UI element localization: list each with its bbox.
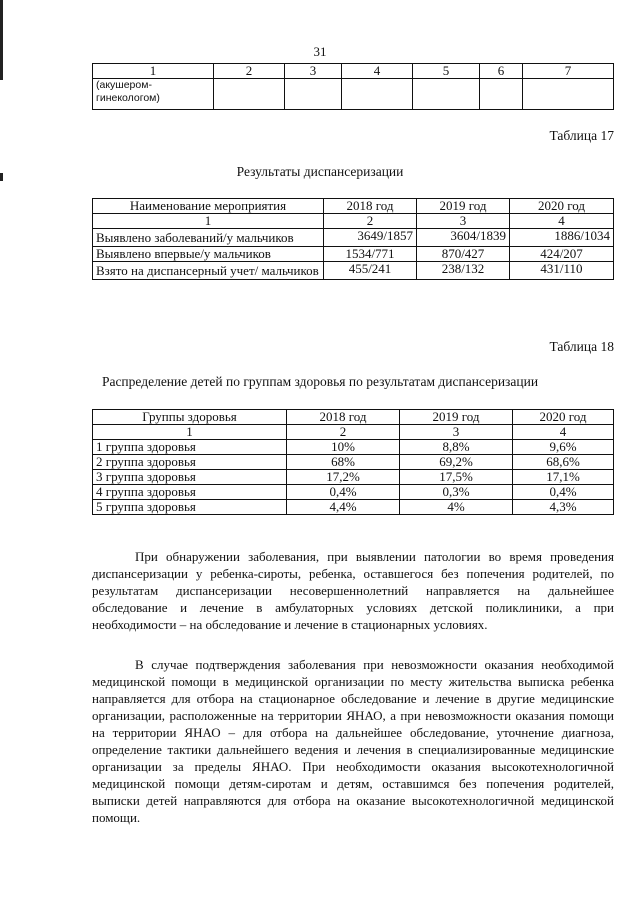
table-header-cell: 2019 год [400, 410, 513, 425]
table-cell: 68,6% [513, 455, 614, 470]
table-cell [523, 79, 614, 110]
table-cell: 4 [510, 214, 614, 229]
table-cell: 0,4% [513, 485, 614, 500]
table-cell: 69,2% [400, 455, 513, 470]
table-cell [413, 79, 480, 110]
table-row [93, 410, 614, 425]
table-cell: 3649/1857 [324, 229, 417, 247]
table17-caption: Таблица 17 [549, 128, 614, 143]
body-paragraph: При обнаружении заболевания, при выявлении патологии во время проведения диспансеризации у ребенка-сироты, ребенка, оставшегося без попечения родителей, по результатам диспансеризации несовершеннолетний направляется на дальнейшее обследование и лечение в амбулаторных условиях детской поликлиники, а при необходимости – на обследование и лечение в стационарных условиях. [92, 549, 614, 632]
table-cell: 5 [413, 64, 480, 79]
table-row [93, 79, 614, 110]
table-cell: Взято на диспансерный учет/ мальчиков [93, 262, 324, 280]
table-cell: 1534/771 [324, 247, 417, 262]
table-row [93, 214, 614, 229]
table-header-cell: 2018 год [287, 410, 400, 425]
table-cell: 0,3% [400, 485, 513, 500]
table-cell: 1886/1034 [510, 229, 614, 247]
table-row [93, 199, 614, 214]
table-cell: 4 [513, 425, 614, 440]
table-header-cell: 2020 год [513, 410, 614, 425]
table-cell: 3 группа здоровья [93, 470, 287, 485]
table-row [93, 262, 614, 280]
table-cell: 68% [287, 455, 400, 470]
table-cell: 424/207 [510, 247, 614, 262]
table-header-cell: Наименование мероприятия [93, 199, 324, 214]
table-cell: 4,4% [287, 500, 400, 515]
table-cell: 17,1% [513, 470, 614, 485]
table-cell: 8,8% [400, 440, 513, 455]
table-cell [214, 79, 285, 110]
table-cell: 17,2% [287, 470, 400, 485]
table-cell: 9,6% [513, 440, 614, 455]
body-paragraph: В случае подтверждения заболевания при невозможности оказания необходимой медицинской помощи в медицинской организации по месту жительства выписка ребенка направляется для отбора на стационарное обследование и лечение в другие медицинские организации, расположенные на территории ЯНАО, а при невозможности оказания помощи на территории ЯНАО – для отбора на дальнейшее обследование, уточнение диагноза, определение тактики дальнейшего ведения и лечения в специализированные медицинские организации за пределы ЯНАО. При необходимости оказания высокотехнологичной медицинской помощи детям-сиротам и детям, оставшимся без попечения родителей, выписки детей направляются для отбора на оказание высокотехнологичной медицинской помощи. [92, 657, 614, 825]
table-cell: (акушером- гинекологом) [93, 79, 214, 110]
table-row [93, 455, 614, 470]
table-row [93, 500, 614, 515]
table-cell: Выявлено заболеваний/у мальчиков [93, 229, 324, 247]
page-number: 31 [313, 44, 327, 59]
table18 [92, 409, 614, 515]
table-row [93, 247, 614, 262]
table-header-cell: 2018 год [324, 199, 417, 214]
table-cell: 4,3% [513, 500, 614, 515]
table-cell: 5 группа здоровья [93, 500, 287, 515]
table-row [93, 485, 614, 500]
table-header-cell: 2020 год [510, 199, 614, 214]
table-cell: 2 [287, 425, 400, 440]
table-cell: 238/132 [417, 262, 510, 280]
scan-edge-mark [0, 0, 3, 80]
table-cell: 2 [214, 64, 285, 79]
table-cell: 431/110 [510, 262, 614, 280]
table18-caption: Таблица 18 [549, 339, 614, 354]
table-cell [285, 79, 342, 110]
table-cell: 3 [417, 214, 510, 229]
table-cell: 7 [523, 64, 614, 79]
table-cell: 2 [324, 214, 417, 229]
table-cell: 10% [287, 440, 400, 455]
table-cell: 1 [93, 214, 324, 229]
table17 [92, 198, 614, 280]
table-row [93, 440, 614, 455]
table-cell [480, 79, 523, 110]
table-row [93, 425, 614, 440]
table-cell: 455/241 [324, 262, 417, 280]
table-cell: 1 группа здоровья [93, 440, 287, 455]
table-cell: 3 [285, 64, 342, 79]
table-cell: 17,5% [400, 470, 513, 485]
table-row [93, 470, 614, 485]
table-row [93, 229, 614, 247]
table-cell [342, 79, 413, 110]
table-row [93, 64, 614, 79]
table-cell: 1 [93, 425, 287, 440]
table18-title: Распределение детей по группам здоровья по результатам диспансеризации [101, 374, 539, 389]
table-cell: 2 группа здоровья [93, 455, 287, 470]
table-cell: Выявлено впервые/у мальчиков [93, 247, 324, 262]
table-cell: 3604/1839 [417, 229, 510, 247]
table-cell: 0,4% [287, 485, 400, 500]
top-table [92, 63, 614, 110]
table-header-cell: 2019 год [417, 199, 510, 214]
table-cell: 4 группа здоровья [93, 485, 287, 500]
table-header-cell: Группы здоровья [93, 410, 287, 425]
table-cell: 870/427 [417, 247, 510, 262]
table-cell: 4% [400, 500, 513, 515]
table-cell: 6 [480, 64, 523, 79]
table-cell: 4 [342, 64, 413, 79]
table17-title: Результаты диспансеризации [236, 164, 404, 179]
table-cell: 3 [400, 425, 513, 440]
table-cell: 1 [93, 64, 214, 79]
